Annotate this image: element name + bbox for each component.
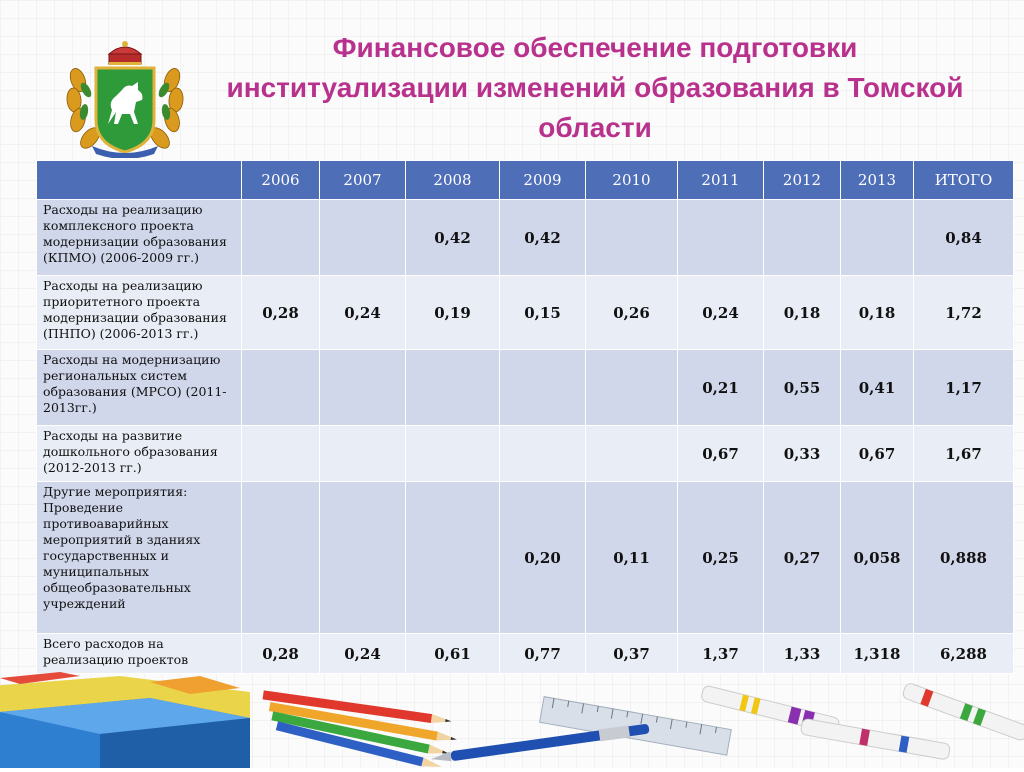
table-cell-total: 1,67 [914, 426, 1014, 482]
row-label: Расходы на модернизацию региональных систем образования (МРСО) (2011-2013гг.) [37, 350, 242, 426]
table-cell: 0,37 [586, 634, 678, 674]
table-cell [500, 426, 586, 482]
table-cell: 0,33 [764, 426, 841, 482]
page-title [190, 28, 1000, 148]
table-cell [242, 482, 320, 634]
table-cell [841, 200, 914, 276]
header-cell-2006: 2006 [242, 161, 320, 200]
table-cell: 0,26 [586, 276, 678, 350]
coat-of-arms-icon [64, 40, 186, 158]
table-row [37, 482, 1014, 634]
table-cell: 0,24 [678, 276, 764, 350]
title-line-2: институализации изменений образования в Томской [226, 72, 964, 103]
table-cell: 0,19 [406, 276, 500, 350]
table-cell: 0,67 [678, 426, 764, 482]
table-cell: 0,21 [678, 350, 764, 426]
table-cell [586, 426, 678, 482]
table-cell [320, 482, 406, 634]
table-cell: 0,058 [841, 482, 914, 634]
title-line-3: области [538, 112, 652, 143]
title-line-1: Финансовое обеспечение подготовки [332, 32, 858, 63]
header-cell-blank [37, 161, 242, 200]
table-cell: 0,77 [500, 634, 586, 674]
table-cell [586, 350, 678, 426]
table-cell [764, 200, 841, 276]
table-row [37, 350, 1014, 426]
table-cell: 0,15 [500, 276, 586, 350]
header-cell-2010: 2010 [586, 161, 678, 200]
header-cell-total: ИТОГО [914, 161, 1014, 200]
table-cell [320, 426, 406, 482]
header-cell-2009: 2009 [500, 161, 586, 200]
table-row [37, 276, 1014, 350]
table-cell: 0,55 [764, 350, 841, 426]
table-cell: 0,24 [320, 634, 406, 674]
table-cell [242, 350, 320, 426]
table-cell [500, 350, 586, 426]
table-cell [320, 350, 406, 426]
table-cell [406, 426, 500, 482]
header-cell-2013: 2013 [841, 161, 914, 200]
table-cell: 0,20 [500, 482, 586, 634]
header-cell-2007: 2007 [320, 161, 406, 200]
row-label: Расходы на реализацию приоритетного проекта модернизации образования (ПНПО) (2006-2013 гг.) [37, 276, 242, 350]
table-cell: 0,27 [764, 482, 841, 634]
row-label: Всего расходов на реализацию проектов [37, 634, 242, 674]
table-cell: 0,61 [406, 634, 500, 674]
table-cell [242, 426, 320, 482]
table-cell [586, 200, 678, 276]
header-cell-2008: 2008 [406, 161, 500, 200]
table-cell: 0,11 [586, 482, 678, 634]
table-cell: 0,24 [320, 276, 406, 350]
header-cell-2012: 2012 [764, 161, 841, 200]
books-icon [0, 672, 250, 768]
table-cell: 0,28 [242, 276, 320, 350]
table-cell-total: 1,17 [914, 350, 1014, 426]
table-cell: 0,25 [678, 482, 764, 634]
table-cell: 0,28 [242, 634, 320, 674]
row-label: Другие мероприятия: Проведение противоаварийных мероприятий в зданиях государственных и муниципальных общеобразовательных учреждений [37, 482, 242, 634]
table-row [37, 634, 1014, 674]
markers-icon [700, 682, 1024, 760]
table-cell: 0,42 [406, 200, 500, 276]
table-header-row [37, 161, 1014, 200]
table-cell-total: 0,84 [914, 200, 1014, 276]
table-cell: 0,42 [500, 200, 586, 276]
row-label: Расходы на реализацию комплексного проекта модернизации образования (КПМО) (2006-2009 гг.) [37, 200, 242, 276]
table-cell [406, 482, 500, 634]
table-cell: 1,318 [841, 634, 914, 674]
school-supplies-illustration [0, 672, 1024, 768]
table-cell: 0,18 [841, 276, 914, 350]
table-cell: 0,67 [841, 426, 914, 482]
table-row [37, 426, 1014, 482]
row-label: Расходы на развитие дошкольного образования (2012-2013 гг.) [37, 426, 242, 482]
table-cell: 0,18 [764, 276, 841, 350]
pen-icon [430, 723, 650, 766]
table-cell: 1,37 [678, 634, 764, 674]
table-cell [406, 350, 500, 426]
table-cell-total: 0,888 [914, 482, 1014, 634]
table-cell: 1,33 [764, 634, 841, 674]
table-row [37, 200, 1014, 276]
table-cell: 0,41 [841, 350, 914, 426]
table-cell-total: 1,72 [914, 276, 1014, 350]
header-cell-2011: 2011 [678, 161, 764, 200]
table-cell [678, 200, 764, 276]
financing-table [36, 160, 1014, 674]
table-cell [320, 200, 406, 276]
pencils-icon [263, 690, 458, 768]
table-cell-total: 6,288 [914, 634, 1014, 674]
table-cell [242, 200, 320, 276]
